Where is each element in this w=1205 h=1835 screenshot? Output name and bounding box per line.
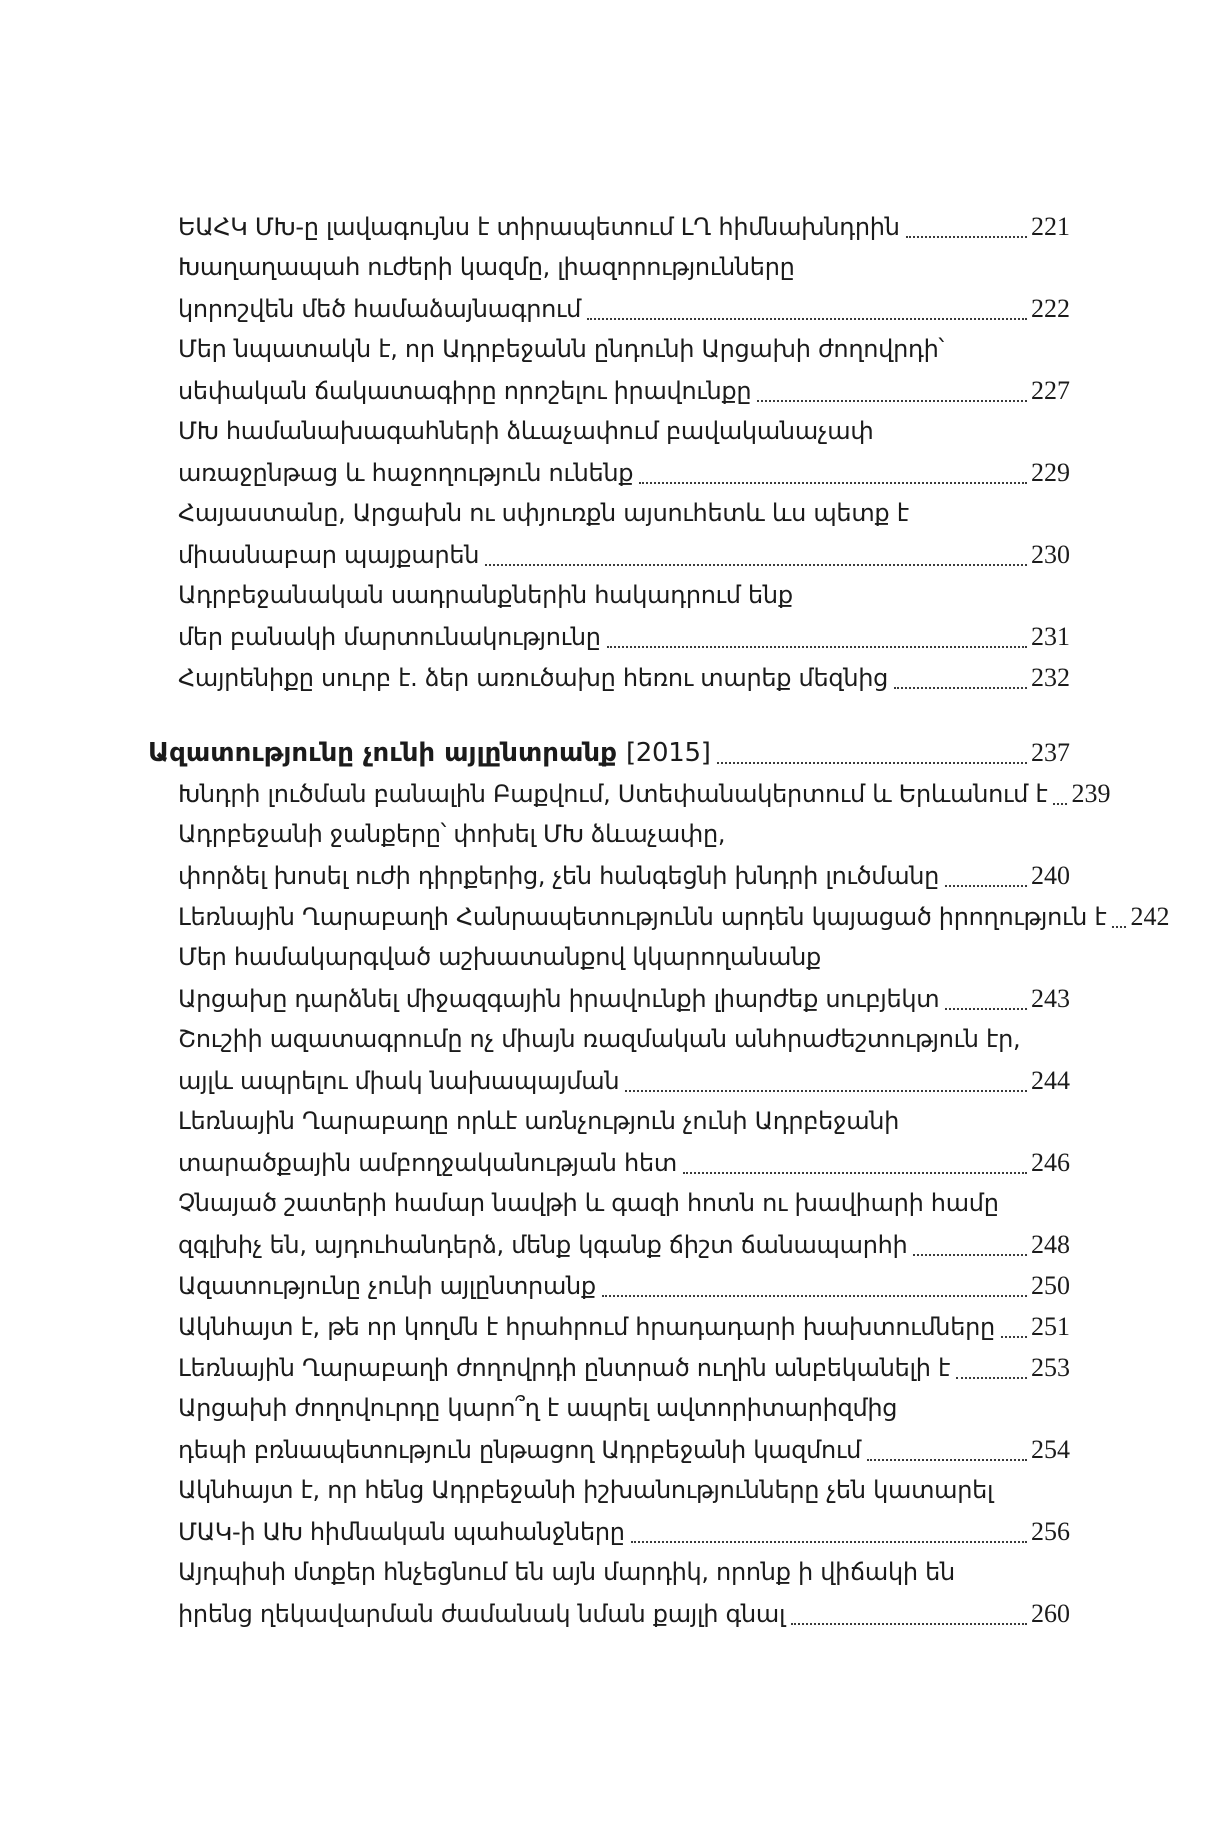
toc-entry-line: Հայրենիքը սուրբ է. ձեր առուծախը հեռու տարեք մեզնից bbox=[178, 664, 889, 692]
toc-entry-line: միասնաբար պայքարեն bbox=[178, 541, 480, 569]
dot-leader bbox=[485, 564, 1027, 566]
dot-leader bbox=[683, 1172, 1027, 1174]
toc-entry-line: մեր բանակի մարտունակությունը bbox=[178, 623, 601, 651]
toc-entry-row bbox=[148, 206, 1070, 247]
dot-leader bbox=[587, 318, 1027, 320]
section-year: [2015] bbox=[625, 738, 711, 768]
toc-entry-line: Մեր նպատակն է, որ Ադրբեջանն ընդունի Արցախի ժողովրդի՝ bbox=[178, 335, 944, 363]
toc-entry-row bbox=[148, 411, 1070, 452]
page-number: 260 bbox=[1031, 1599, 1070, 1628]
page-number: 246 bbox=[1031, 1148, 1070, 1177]
toc-entry-line: Լեռնային Ղարաբաղի Հանրապետությունն արդեն կայացած իրողություն է bbox=[178, 903, 1107, 931]
dot-leader bbox=[906, 236, 1027, 238]
toc-entry-line: այլև ապրելու միակ նախապայման bbox=[178, 1067, 620, 1095]
dot-leader bbox=[945, 885, 1027, 887]
page-number: 229 bbox=[1031, 458, 1070, 487]
toc-entry-line: սեփական ճակատագիրը որոշելու իրավունքը bbox=[178, 377, 752, 405]
toc-entry-row bbox=[148, 1142, 1070, 1183]
toc-entry-line: Ակնհայտ է, որ հենց Ադրբեջանի իշխանությունները չեն կատարել bbox=[178, 1476, 994, 1504]
page-number: 221 bbox=[1031, 212, 1070, 241]
page-number: 242 bbox=[1130, 902, 1170, 931]
toc-entry-row bbox=[148, 978, 1070, 1019]
toc-entry-row bbox=[148, 657, 1070, 698]
dot-leader bbox=[625, 1090, 1027, 1092]
toc-entry-line: Ադրբեջանական սադրանքներին հակադրում ենք bbox=[178, 581, 793, 609]
toc-entry-row bbox=[148, 575, 1070, 616]
toc-entry-line: ՄԽ համանախագահների ձևաչափում բավականաչափ bbox=[178, 417, 874, 445]
toc bbox=[148, 206, 1170, 1634]
toc-entry-line: Խաղաղապահ ուժերի կազմը, լիազորությունները bbox=[178, 253, 795, 281]
toc-entry-line: Արցախի ժողովուրդը կարո՞ղ է ապրել ավտորիտարիզմից bbox=[178, 1394, 898, 1422]
dot-leader bbox=[602, 1295, 1027, 1297]
dot-leader bbox=[1001, 1336, 1027, 1338]
dot-leader bbox=[913, 1254, 1027, 1256]
dot-leader bbox=[717, 762, 1027, 764]
toc-entry-row bbox=[148, 1593, 1070, 1634]
toc-entry-line: ԵԱՀԿ ՄԽ-ը լավագույնս է տիրապետում ԼՂ հիմնախնդրին bbox=[178, 213, 900, 241]
dot-leader bbox=[639, 482, 1027, 484]
toc-entry-row bbox=[148, 1306, 1070, 1347]
toc-entry-line: Ակնհայտ է, թե որ կողմն է հրահրում հրադադարի խախտումները bbox=[178, 1313, 995, 1341]
toc-entry-line: Ազատությունը չունի այլընտրանք bbox=[178, 1272, 596, 1300]
dot-leader bbox=[894, 687, 1027, 689]
toc-entry-row bbox=[148, 1183, 1070, 1224]
toc-entry-row bbox=[148, 247, 1070, 288]
page-number: 232 bbox=[1031, 663, 1070, 692]
toc-entry-line: Արցախը դարձնել միջազգային իրավունքի լիարժեք սուբյեկտ bbox=[178, 985, 940, 1013]
toc-entry-line: ՄԱԿ-ի ԱԽ հիմնական պահանջները bbox=[178, 1518, 625, 1546]
page-number: 254 bbox=[1031, 1435, 1070, 1464]
page-number: 231 bbox=[1031, 622, 1070, 651]
toc-entry-row bbox=[148, 814, 1070, 855]
toc-entry-row bbox=[148, 1388, 1070, 1429]
dot-leader bbox=[607, 646, 1027, 648]
page-number: 244 bbox=[1031, 1066, 1070, 1095]
toc-entry-line: Շուշիի ազատագրումը ոչ միայն ռազմական անհրաժեշտություն էր, bbox=[178, 1025, 1021, 1053]
dot-leader bbox=[1053, 803, 1067, 805]
page-number: 227 bbox=[1031, 376, 1070, 405]
page-number: 248 bbox=[1031, 1230, 1070, 1259]
toc-entry-line: Լեռնային Ղարաբաղը որևէ առնչություն չունի Ադրբեջանի bbox=[178, 1107, 900, 1135]
page-number: 256 bbox=[1031, 1517, 1070, 1546]
toc-entry-line: Հայաստանը, Արցախն ու սփյուռքն այսուհետև ևս պետք է bbox=[178, 499, 909, 527]
page-number: 243 bbox=[1031, 984, 1070, 1013]
toc-entry-row bbox=[148, 1552, 1070, 1593]
toc-entry-line: Ադրբեջանի ջանքերը՝ փոխել ՄԽ ձևաչափը, bbox=[178, 820, 726, 848]
dot-leader bbox=[867, 1459, 1027, 1461]
toc-entry-line: կորոշվեն մեծ համաձայնագրում bbox=[178, 295, 582, 323]
toc-entry-row bbox=[148, 616, 1070, 657]
toc-entry-row bbox=[148, 855, 1070, 896]
toc-entry-row bbox=[148, 1019, 1070, 1060]
page-number: 250 bbox=[1031, 1271, 1070, 1300]
section-title: Ազատությունը չունի այլընտրանք bbox=[148, 738, 617, 768]
toc-entry-line: դեպի բռնապետություն ընթացող Ադրբեջանի կազմում bbox=[178, 1436, 861, 1464]
page-number: 240 bbox=[1031, 861, 1070, 890]
toc-entry-row bbox=[148, 1429, 1070, 1470]
toc-entry-row bbox=[148, 288, 1070, 329]
page-number: 237 bbox=[1031, 738, 1070, 767]
toc-entry-line: Խնդրի լուծման բանալին Բաքվում, Ստեփանակերտում և Երևանում է bbox=[178, 780, 1048, 808]
toc-entry-row bbox=[148, 534, 1070, 575]
page-number: 230 bbox=[1031, 540, 1070, 569]
toc-entry-row bbox=[148, 896, 1170, 937]
dot-leader bbox=[757, 400, 1027, 402]
toc-entry-row bbox=[148, 452, 1070, 493]
toc-entry-line: Չնայած շատերի համար նավթի և գազի հոտն ու խավիարի համը bbox=[178, 1189, 999, 1217]
dot-leader bbox=[1112, 926, 1126, 928]
toc-entry-line: իրենց ղեկավարման ժամանակ նման քայլի գնալ bbox=[178, 1600, 786, 1628]
toc-entry-line: առաջընթաց և հաջողություն ունենք bbox=[178, 459, 634, 487]
toc-entry-row bbox=[148, 329, 1070, 370]
page-number: 222 bbox=[1031, 294, 1070, 323]
toc-section-row bbox=[148, 732, 1070, 773]
dot-leader bbox=[791, 1623, 1027, 1625]
toc-entry-row bbox=[148, 1060, 1070, 1101]
toc-entry-line: զգլխիչ են, այդուհանդերձ, մենք կգանք ճիշտ ճանապարհի bbox=[178, 1231, 908, 1259]
toc-entry-row bbox=[148, 493, 1070, 534]
dot-leader bbox=[956, 1377, 1027, 1379]
toc-entry-row bbox=[148, 1470, 1070, 1511]
toc-entry-row bbox=[148, 1224, 1070, 1265]
toc-entry-line: Լեռնային Ղարաբաղի ժողովրդի ընտրած ուղին անբեկանելի է bbox=[178, 1354, 951, 1382]
toc-entry-row bbox=[148, 1101, 1070, 1142]
dot-leader bbox=[945, 1008, 1027, 1010]
toc-entry-line: փորձել խոսել ուժի դիրքերից, չեն հանգեցնի խնդրի լուծմանը bbox=[178, 862, 940, 890]
toc-entry-row bbox=[148, 370, 1070, 411]
toc-entry-line: Մեր համակարգված աշխատանքով կկարողանանք bbox=[178, 943, 821, 971]
toc-entry-row bbox=[148, 937, 1070, 978]
page-number: 251 bbox=[1031, 1312, 1070, 1341]
toc-entry-row bbox=[148, 773, 1111, 814]
toc-entry-line: տարածքային ամբողջականության հետ bbox=[178, 1149, 677, 1177]
page-number: 239 bbox=[1071, 779, 1111, 808]
toc-entry-row bbox=[148, 1347, 1070, 1388]
toc-entry-line: Այդպիսի մտքեր հնչեցնում են այն մարդիկ, որոնք ի վիճակի են bbox=[178, 1558, 955, 1586]
dot-leader bbox=[631, 1541, 1027, 1543]
toc-entry-row bbox=[148, 1511, 1070, 1552]
page-number: 253 bbox=[1031, 1353, 1070, 1382]
toc-entry-row bbox=[148, 1265, 1070, 1306]
